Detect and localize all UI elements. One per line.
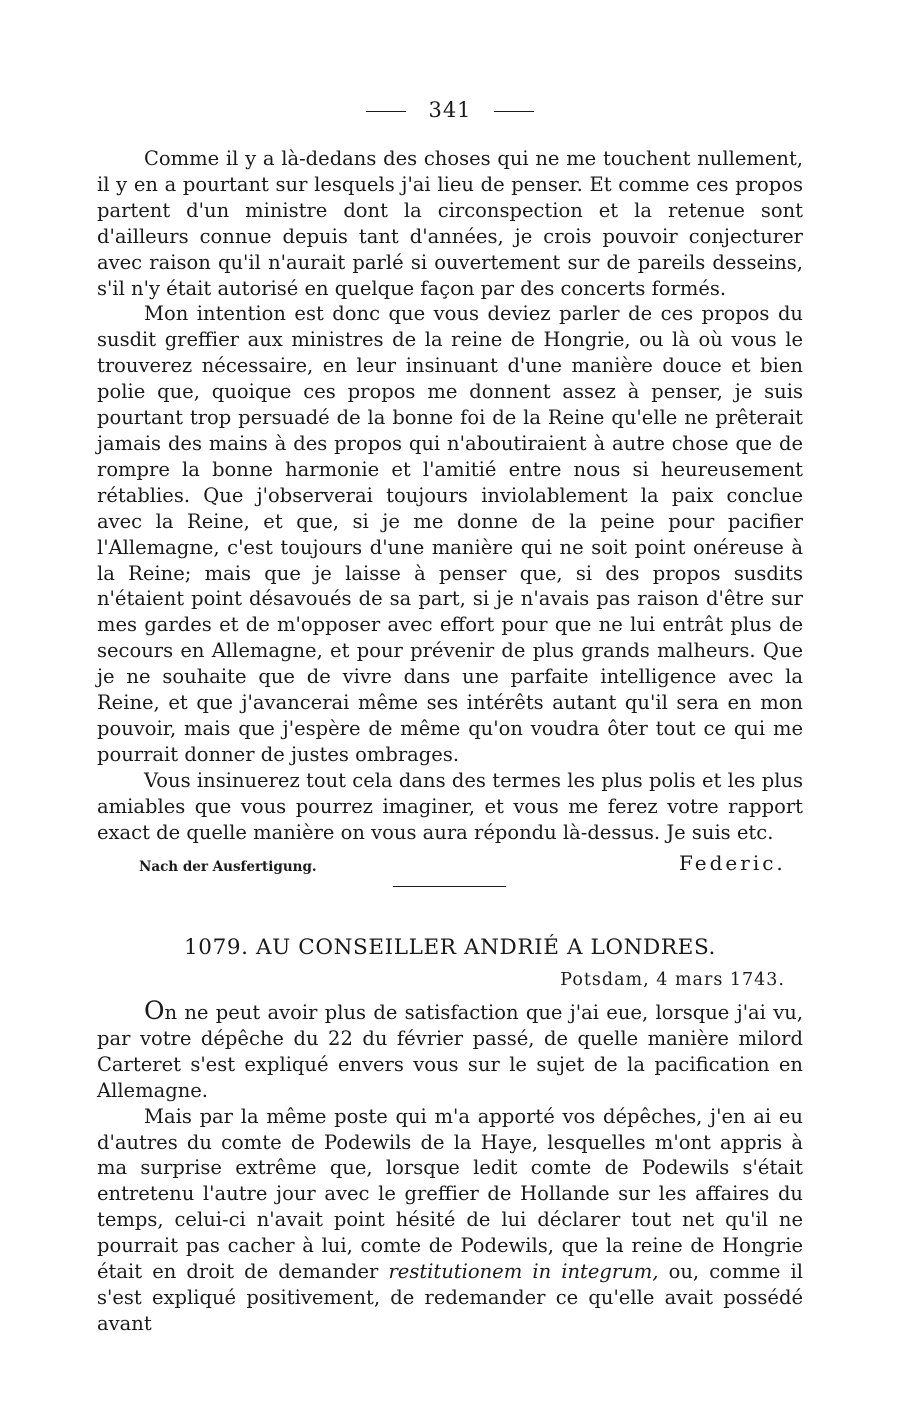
letter-1079-body bbox=[97, 998, 803, 1337]
source-note: Nach der Ausfertigung. bbox=[139, 859, 317, 875]
letter-1079-title: 1079. AU CONSEILLER ANDRIÉ A LONDRES. bbox=[184, 935, 716, 960]
page-header bbox=[0, 98, 900, 122]
letter-1078-paragraph-2: Mon intention est donc que vous deviez parler de ces propos du susdit greffier aux ministres de la reine de Hongrie, ou là où vous le trouverez nécessaire, en leur insinuant d'une manière douce et bien polie que, quoique ces propos me donnent assez à penser, je suis pourtant trop persuadé de la bonne foi de la Reine qu'elle ne prêterait jamais des mains à des propos qui n'aboutiraient à autre chose que de rompre la bonne harmonie et l'amitié entre nous si heureusement rétablies. Que j'observerai toujours inviolablement la paix conclue avec la Reine, et que, si je me donne de la peine pour pacifier l'Allemagne, c'est toujours d'une manière qui ne soit point onéreuse à la Reine; mais que je laisse à penser que, si des propos susdits n'étaient point désavoués de sa part, si je n'avais pas raison d'être sur mes gardes et de m'opposer avec effort pour que ne lui entrât plus de secours en Allemagne, et pour prévenir de plus grands malheurs. Que je ne souhaite que de vivre dans une parfaite intelligence avec la Reine, et que j'avancerai même ses intérêts autant qu'il sera en mon pouvoir, mais que j'espère de même qu'on voudra ôter tout ce qui me pourrait donner de justes ombrages. bbox=[97, 302, 803, 766]
paragraph-2-text-start: Mais par la même poste qui m'a apporté vos dépêches, j'en ai eu d'autres du comte de Podewils de la Haye, lesquelles m'ont appris à ma surprise extrême que, lorsque ledit comte de Podewils s'était entretenu l'autre jour avec le greffier de Hollande sur les affaires du temps, celui-ci n'avait point hésité de lui déclarer tout net qu'il ne pourrait pas cacher à lui, comte de Podewils, que la reine de Hongrie était en droit de demander bbox=[97, 1104, 803, 1284]
header-rule-right bbox=[494, 111, 534, 112]
header-rule-left bbox=[366, 111, 406, 112]
letter-1079-paragraph-1: On ne peut avoir plus de satisfaction que j'ai eue, lorsque j'ai vu, par votre dépêche du 22 du février passé, de quelle manière milord Carteret s'est expliqué envers vous sur le sujet de la pacification en Allemagne. bbox=[97, 996, 803, 1102]
letter-1079-paragraph-2 bbox=[97, 1104, 803, 1337]
paragraph-2-text-end: ou, comme il s'est expliqué positivement, de redemander ce qu'elle avait possédé avant bbox=[97, 1260, 804, 1335]
letter-1078-body bbox=[97, 146, 803, 845]
signature: Federic. bbox=[679, 851, 786, 875]
page-number: 341 bbox=[428, 98, 472, 122]
place-date-line: Potsdam, 4 mars 1743. bbox=[560, 970, 785, 990]
latin-phrase: restitutionem in integrum, bbox=[388, 1260, 659, 1284]
section-separator bbox=[393, 886, 506, 887]
letter-1078-paragraph-3: Vous insinuerez tout cela dans des termes les plus polis et les plus amiables que vous pourrez imaginer, et vous me ferez votre rapport exact de quelle manière on vous aura répondu là-dessus. Je suis etc. bbox=[97, 768, 803, 844]
letter-1078-paragraph-1: Comme il y a là-dedans des choses qui ne me touchent nullement, il y en a pourtant sur lesquels j'ai lieu de penser. Et comme ces propos partent d'un ministre dont la circonspection et la retenue sont d'ailleurs connue depuis tant d'années, je crois pouvoir conjecturer avec raison qu'il n'aurait parlé si ouvertement sur de pareils desseins, s'il n'y était autorisé en quelque façon par des concerts formés. bbox=[97, 147, 803, 300]
